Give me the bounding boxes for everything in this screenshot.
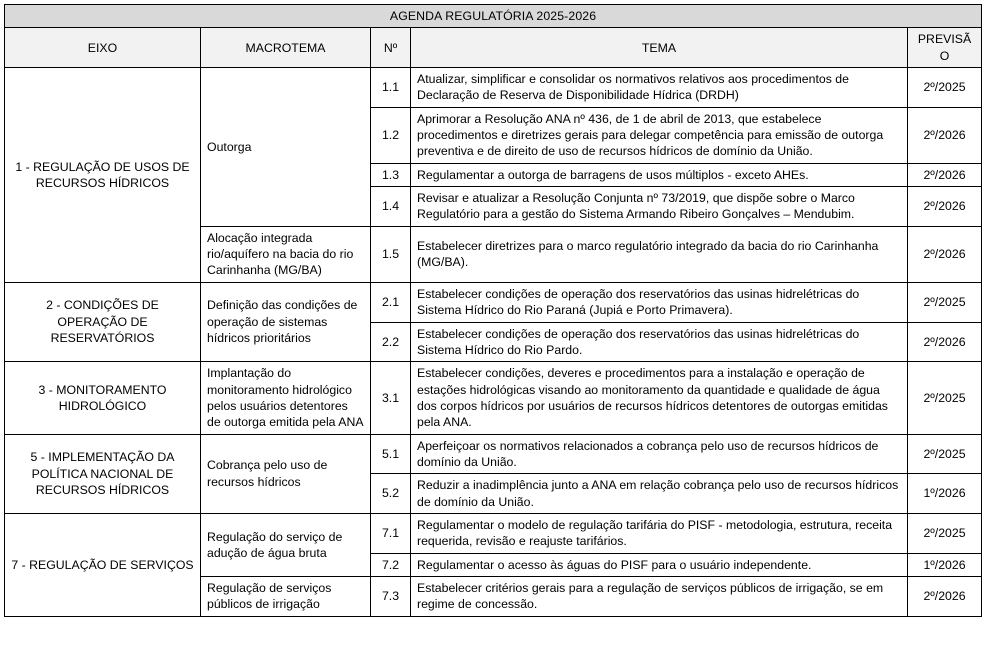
cell-numero: 3.1 [371,362,411,434]
table-row [5,68,982,108]
table-body [5,68,982,617]
cell-previsao: 2º/2025 [908,513,982,553]
cell-macrotema: Alocação integrada rio/aquífero na bacia do rio Carinhanha (MG/BA) [201,226,371,282]
cell-tema: Atualizar, simplificar e consolidar os normativos relativos aos procedimentos de Declaração de Reserva de Disponibilidade Hídrica (DRDH) [411,68,908,108]
cell-numero: 1.1 [371,68,411,108]
cell-tema: Regulamentar o modelo de regulação tarifária do PISF - metodologia, estrutura, receita requerida, revisão e reajuste tarifários. [411,513,908,553]
cell-tema: Aprimorar a Resolução ANA nº 436, de 1 de abril de 2013, que estabelece procedimentos e diretrizes gerais para delegar competência para emissão de outorga preventiva e de direito de uso de recursos hídricos de domínio da União. [411,107,908,163]
cell-eixo: 1 - REGULAÇÃO DE USOS DE RECURSOS HÍDRICOS [5,68,201,283]
cell-macrotema: Outorga [201,68,371,227]
cell-numero: 1.2 [371,107,411,163]
column-header-previsao: PREVISÃO [908,28,982,68]
cell-previsao: 2º/2026 [908,322,982,362]
table-row [5,434,982,474]
cell-previsao: 2º/2025 [908,362,982,434]
cell-tema: Estabelecer diretrizes para o marco regulatório integrado da bacia do rio Carinhanha (MG/BA). [411,226,908,282]
cell-macrotema: Regulação de serviços públicos de irrigação [201,576,371,616]
cell-previsao: 1º/2026 [908,474,982,514]
table-title-row [5,5,982,28]
table-row [5,513,982,553]
cell-eixo: 2 - CONDIÇÕES DE OPERAÇÃO DE RESERVATÓRIOS [5,282,201,361]
cell-tema: Estabelecer condições de operação dos reservatórios das usinas hidrelétricas do Sistema Hídrico do Rio Pardo. [411,322,908,362]
cell-numero: 1.5 [371,226,411,282]
cell-previsao: 2º/2026 [908,163,982,186]
cell-macrotema: Cobrança pelo uso de recursos hídricos [201,434,371,513]
cell-previsao: 2º/2026 [908,576,982,616]
cell-numero: 7.1 [371,513,411,553]
cell-previsao: 2º/2026 [908,107,982,163]
table-column-header-row [5,28,982,68]
table-row [5,362,982,434]
cell-macrotema: Definição das condições de operação de sistemas hídricos prioritários [201,282,371,361]
column-header-numero: Nº [371,28,411,68]
document-title: AGENDA REGULATÓRIA 2025-2026 [5,5,982,28]
agenda-regulatoria-table [4,4,982,617]
cell-previsao: 1º/2026 [908,553,982,576]
cell-tema: Estabelecer critérios gerais para a regulação de serviços públicos de irrigação, se em regime de concessão. [411,576,908,616]
table-header [5,5,982,68]
cell-macrotema: Regulação do serviço de adução de água bruta [201,513,371,576]
cell-previsao: 2º/2025 [908,434,982,474]
cell-numero: 2.2 [371,322,411,362]
column-header-tema: TEMA [411,28,908,68]
cell-numero: 2.1 [371,282,411,322]
cell-eixo: 5 - IMPLEMENTAÇÃO DA POLÍTICA NACIONAL DE RECURSOS HÍDRICOS [5,434,201,513]
cell-tema: Estabelecer condições de operação dos reservatórios das usinas hidrelétricas do Sistema Hídrico do Rio Paraná (Jupiá e Porto Primavera). [411,282,908,322]
cell-tema: Regulamentar a outorga de barragens de usos múltiplos - exceto AHEs. [411,163,908,186]
cell-eixo: 3 - MONITORAMENTO HIDROLÓGICO [5,362,201,434]
cell-tema: Aperfeiçoar os normativos relacionados a cobrança pelo uso de recursos hídricos de domínio da União. [411,434,908,474]
cell-numero: 1.4 [371,187,411,227]
column-header-eixo: EIXO [5,28,201,68]
column-header-macrotema: MACROTEMA [201,28,371,68]
cell-numero: 5.2 [371,474,411,514]
cell-tema: Estabelecer condições, deveres e procedimentos para a instalação e operação de estações hidrológicas visando ao monitoramento da quantidade e qualidade de água dos corpos hídricos por usuários de recursos hídricos detentores de outorgas emitidas pela ANA. [411,362,908,434]
cell-numero: 5.1 [371,434,411,474]
cell-numero: 7.2 [371,553,411,576]
cell-tema: Regulamentar o acesso às águas do PISF para o usuário independente. [411,553,908,576]
cell-tema: Reduzir a inadimplência junto a ANA em relação cobrança pelo uso de recursos hídricos de domínio da União. [411,474,908,514]
cell-eixo: 7 - REGULAÇÃO DE SERVIÇOS [5,513,201,616]
cell-previsao: 2º/2025 [908,282,982,322]
cell-numero: 1.3 [371,163,411,186]
cell-previsao: 2º/2026 [908,187,982,227]
table-row [5,282,982,322]
cell-numero: 7.3 [371,576,411,616]
cell-previsao: 2º/2026 [908,226,982,282]
cell-macrotema: Implantação do monitoramento hidrológico pelos usuários detentores de outorga emitida pela ANA [201,362,371,434]
cell-tema: Revisar e atualizar a Resolução Conjunta nº 73/2019, que dispõe sobre o Marco Regulatório para a gestão do Sistema Armando Ribeiro Gonçalves – Mendubim. [411,187,908,227]
cell-previsao: 2º/2025 [908,68,982,108]
